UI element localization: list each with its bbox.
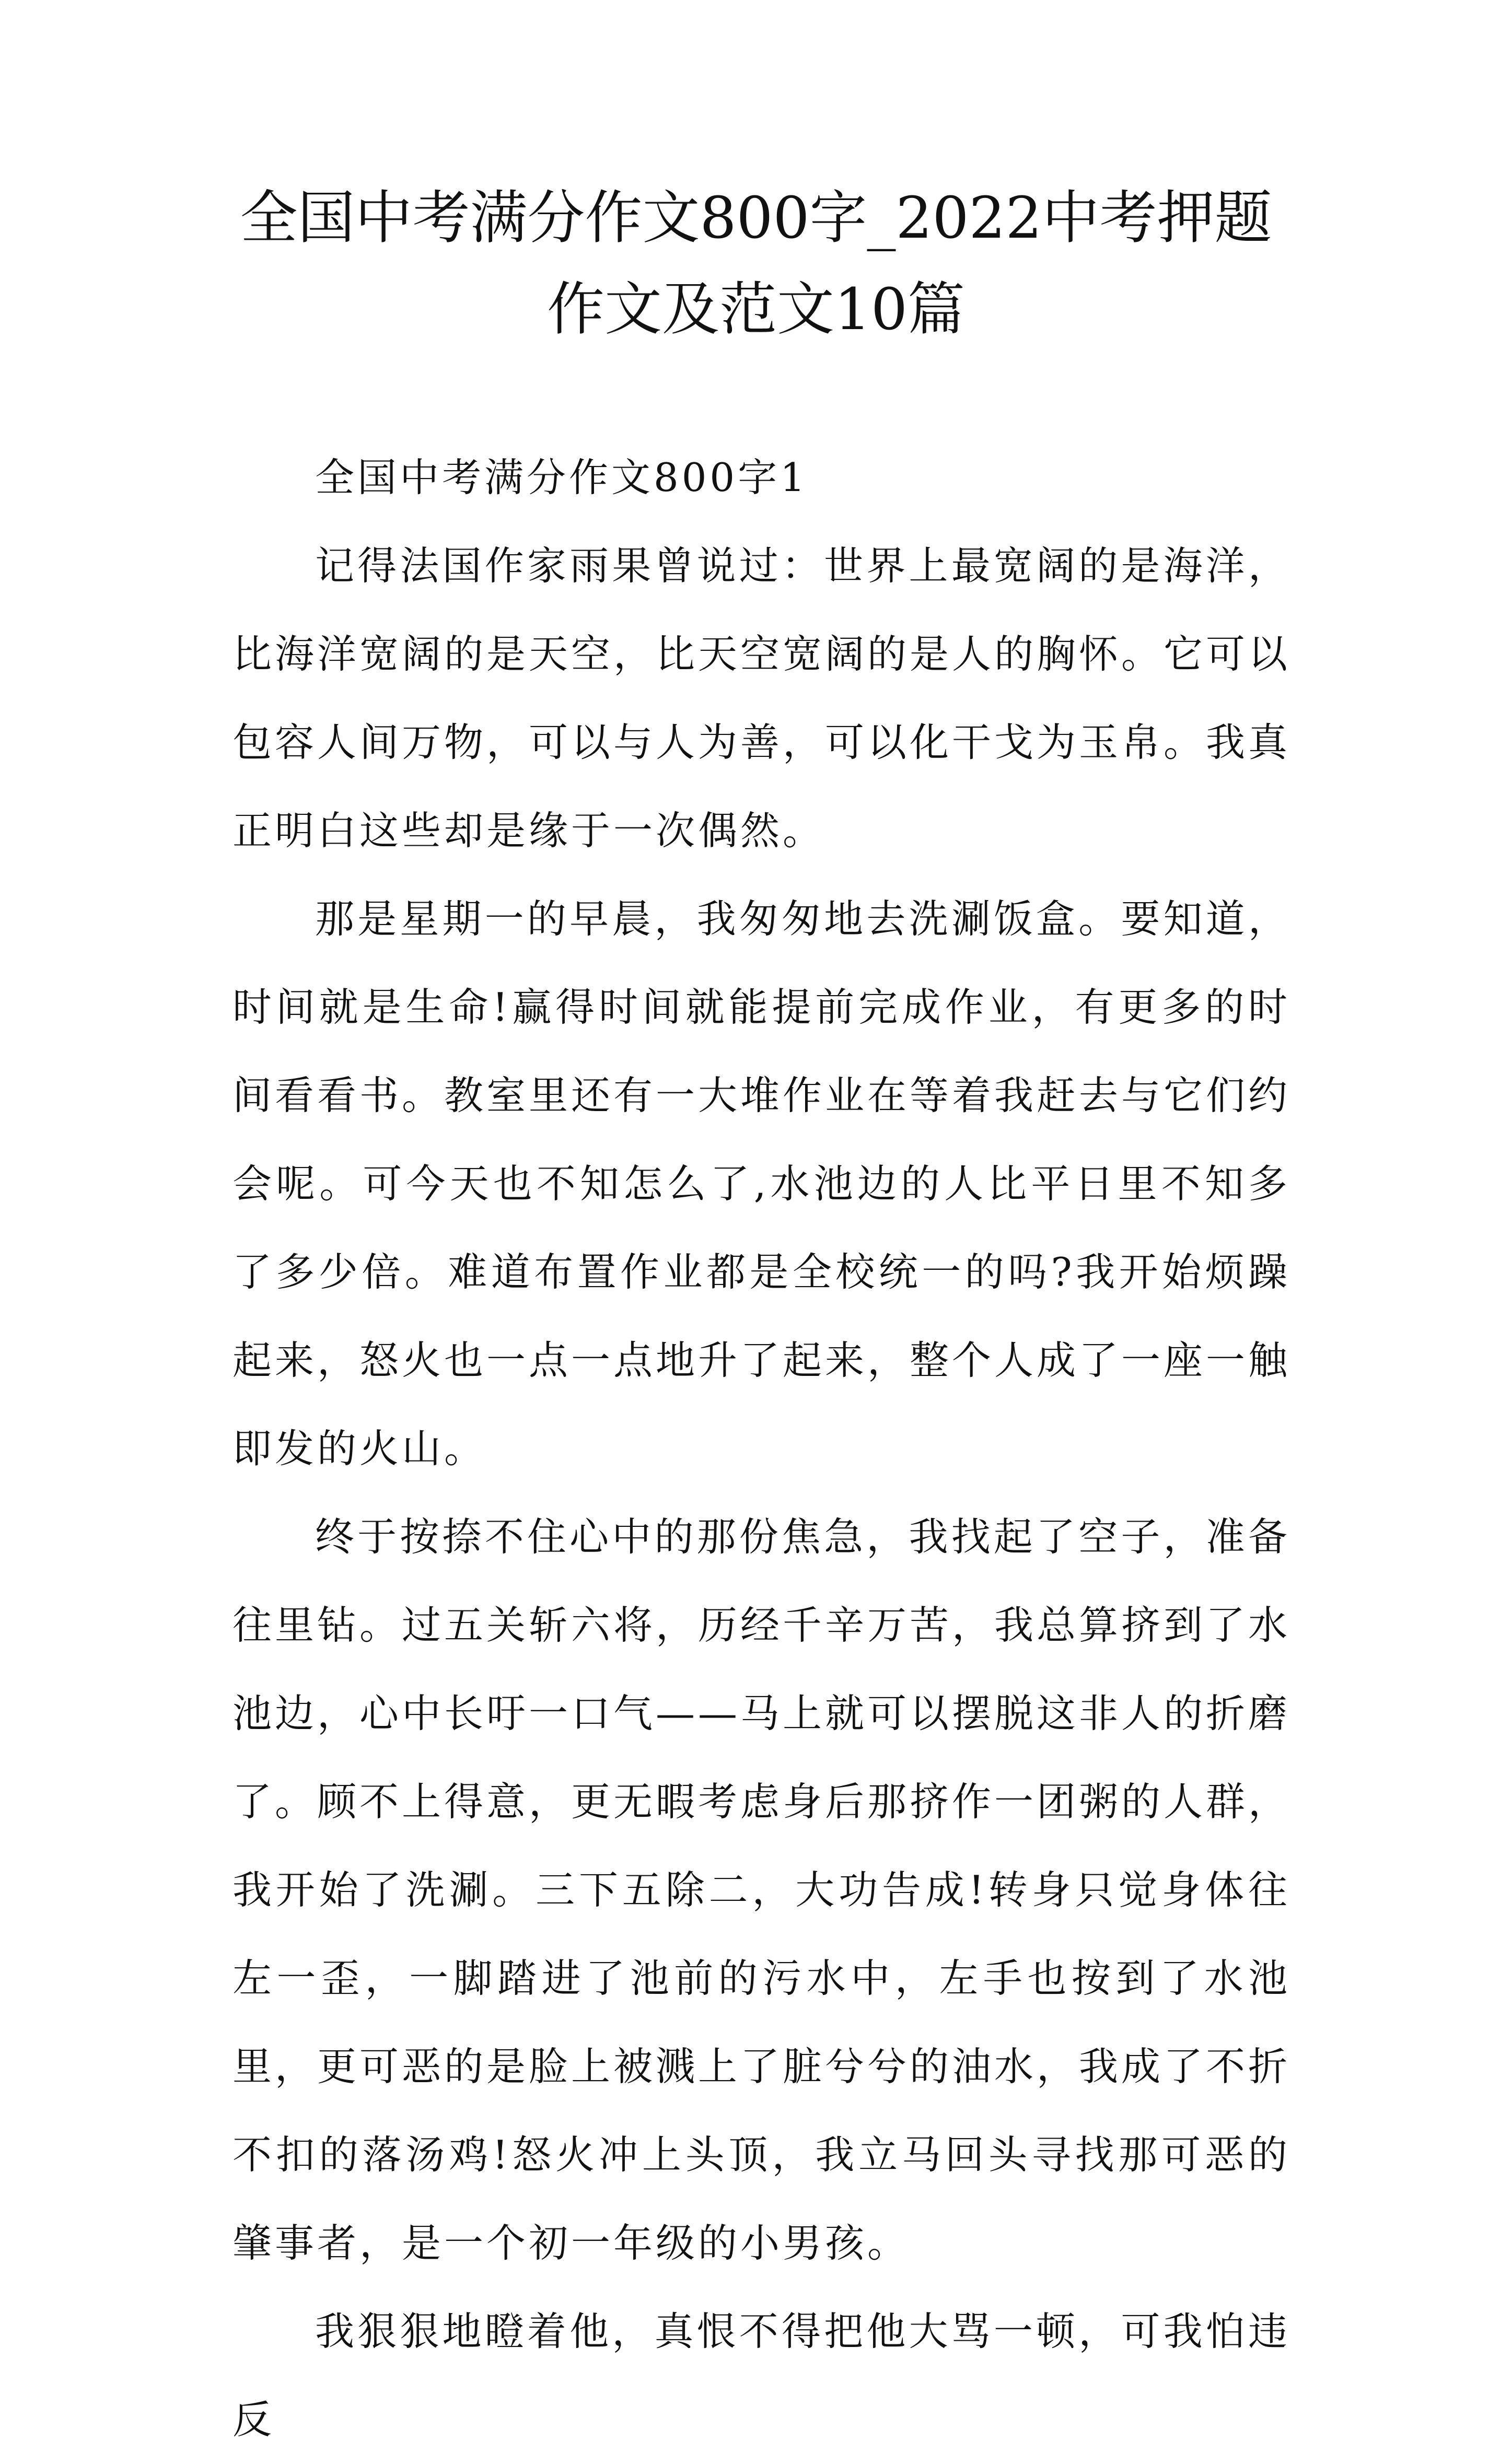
body-paragraph: 我狠狠地瞪着他，真恨不得把他大骂一顿，可我怕违反	[232, 2308, 1290, 2443]
body-paragraph: 记得法国作家雨果曾说过：世界上最宽阔的是海洋，比海洋宽阔的是天空，比天空宽阔的是人的胸怀。它可以包容人间万物，可以与人为善，可以化干戈为玉帛。我真正明白这些却是缘于一次偶然。	[232, 543, 1291, 854]
document-body	[232, 434, 1290, 2464]
body-paragraph: 终于按捺不住心中的那份焦急，我找起了空子，准备往里钻。过五关斩六将，历经千辛万苦，我总算挤到了水池边，心中长吁一口气——马上就可以摆脱这非人的折磨了。顾不上得意，更无暇考虑身后那挤作一团粥的人群，我开始了洗涮。三下五除二，大功告成!转身只觉身体往左一歪，一脚踏进了池前的污水中，左手也按到了水池里，更可恶的是脸上被溅上了脏兮兮的油水，我成了不折不扣的落汤鸡!怒火冲上头顶，我立马回头寻找那可恶的肇事者，是一个初一年级的小男孩。	[232, 1514, 1291, 2266]
section-heading: 全国中考满分作文800字1	[315, 454, 808, 500]
body-paragraph: 那是星期一的早晨，我匆匆地去洗涮饭盒。要知道，时间就是生命!赢得时间就能提前完成作业，有更多的时间看看书。教室里还有一大堆作业在等着我赶去与它们约会呢。可今天也不知怎么了,水池边的人比平日里不知多了多少倍。难道布置作业都是全校统一的吗?我开始烦躁起来，怒火也一点一点地升了起来，整个人成了一座一触即发的火山。	[232, 896, 1291, 1472]
document-title: 全国中考满分作文800字_2022中考押题作文及范文10篇	[240, 184, 1272, 343]
